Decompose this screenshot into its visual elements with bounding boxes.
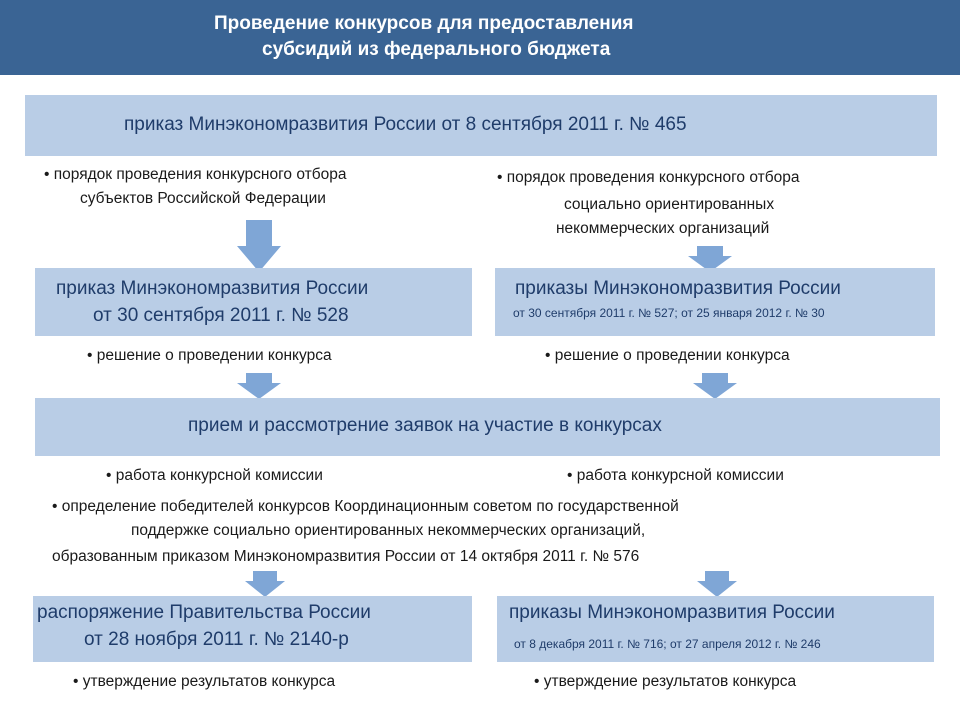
row3-wide-line2: поддержке социально ориентированных некоммерческих организаций, <box>131 522 646 539</box>
applications-review-label: прием и рассмотрение заявок на участие в конкурсах <box>188 415 662 436</box>
down-arrow-icon <box>237 220 281 272</box>
applications-review-box <box>35 398 940 456</box>
order-528-line1: приказ Минэкономразвития России <box>56 278 369 299</box>
down-arrow-icon <box>697 571 737 597</box>
row1-right-bullet-line1: • порядок проведения конкурсного отбора <box>497 169 800 186</box>
row2-right-bullet: • решение о проведении конкурса <box>545 347 790 364</box>
orders-527-30-box <box>495 268 935 336</box>
down-arrow-icon <box>237 373 281 399</box>
government-order-line2: от 28 ноября 2011 г. № 2140-р <box>84 629 349 650</box>
page-title-line2: субсидий из федерального бюджета <box>262 39 611 60</box>
row3-left-bullet: • работа конкурсной комиссии <box>106 467 323 484</box>
row1-left-bullet-line1: • порядок проведения конкурсного отбора <box>44 166 347 183</box>
row3-wide-line1: • определение победителей конкурсов Координационным советом по государственной <box>52 498 679 515</box>
orders-716-246-line1: приказы Минэкономразвития России <box>509 602 835 623</box>
row4-right-bullet: • утверждение результатов конкурса <box>534 673 797 690</box>
top-order-label: приказ Минэкономразвития России от 8 сентября 2011 г. № 465 <box>124 114 687 135</box>
header-bar <box>0 0 960 75</box>
down-arrow-icon <box>245 571 285 597</box>
orders-527-30-line2: от 30 сентября 2011 г. № 527; от 25 января 2012 г. № 30 <box>513 306 825 320</box>
government-order-line1: распоряжение Правительства России <box>37 602 371 623</box>
top-order-box <box>25 95 937 156</box>
down-arrow-icon <box>693 373 737 399</box>
order-528-line2: от 30 сентября 2011 г. № 528 <box>93 305 349 326</box>
row2-left-bullet: • решение о проведении конкурса <box>87 347 332 364</box>
government-order-2140-box <box>33 596 472 662</box>
page-title-line1: Проведение конкурсов для предоставления <box>214 13 634 34</box>
row1-right-bullet-line2: социально ориентированных <box>564 196 775 213</box>
row3-wide-line3: образованным приказом Минэкономразвития России от 14 октября 2011 г. № 576 <box>52 548 640 565</box>
row1-left-bullet-line2: субъектов Российской Федерации <box>80 190 326 207</box>
row4-left-bullet: • утверждение результатов конкурса <box>73 673 336 690</box>
row1-right-bullet-line3: некоммерческих организаций <box>556 220 770 237</box>
row3-right-bullet: • работа конкурсной комиссии <box>567 467 784 484</box>
order-528-box <box>35 268 472 336</box>
orders-716-246-box <box>497 596 934 662</box>
orders-716-246-line2: от 8 декабря 2011 г. № 716; от 27 апреля 2012 г. № 246 <box>514 637 821 651</box>
orders-527-30-line1: приказы Минэкономразвития России <box>515 278 841 299</box>
